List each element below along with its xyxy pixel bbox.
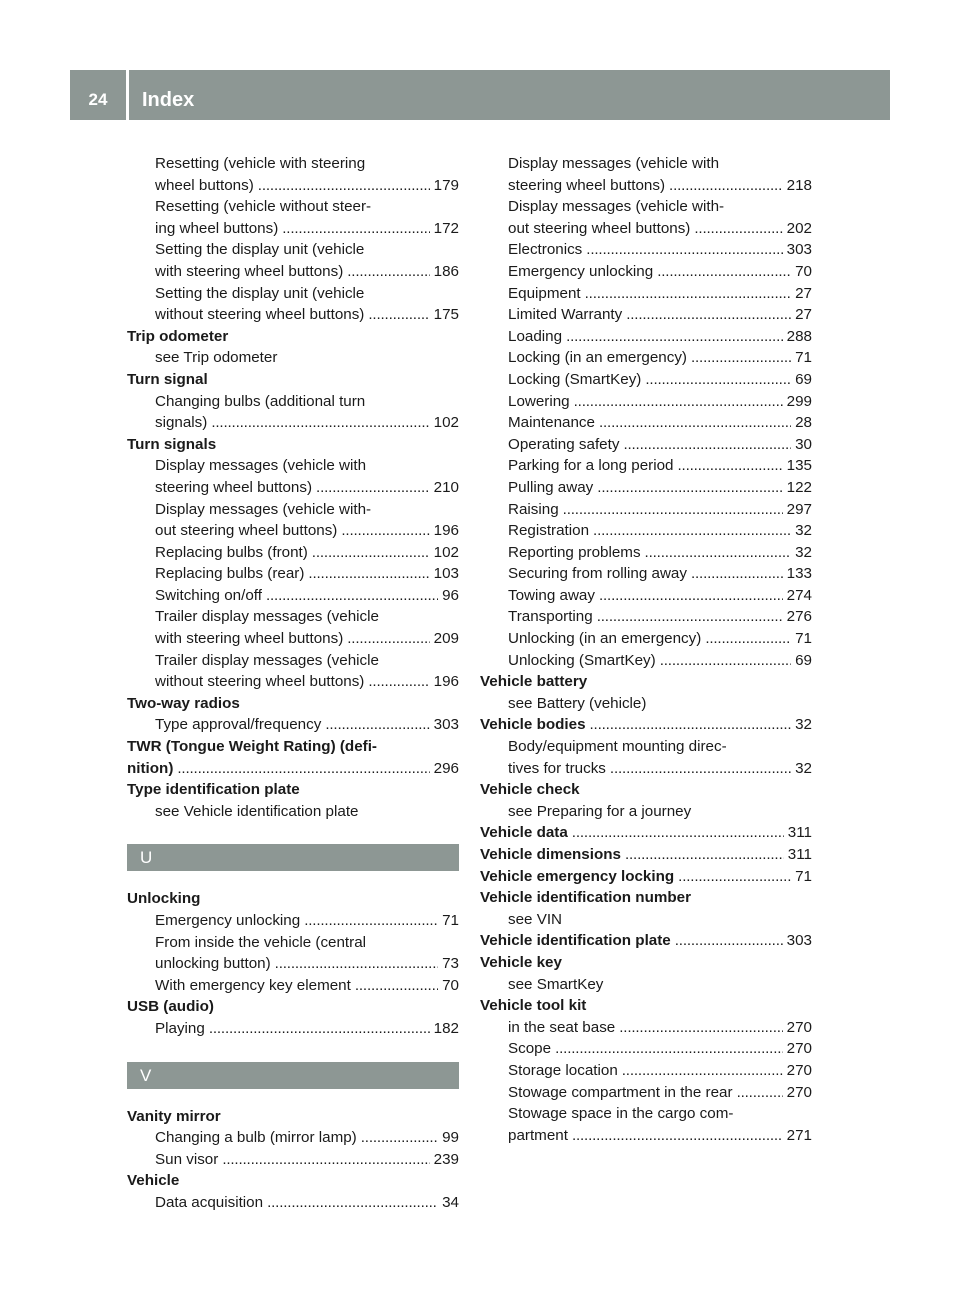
index-term: Trip odometer — [127, 327, 229, 345]
index-term — [480, 844, 812, 866]
entry-label: Vehicle data — [480, 824, 568, 842]
entry-label: Unlocking (in an emergency) — [508, 630, 702, 648]
index-term: Type identification plate — [127, 781, 300, 799]
page-ref: 28 — [795, 414, 812, 432]
entry-label: signals) — [155, 414, 208, 432]
dot-leader — [258, 175, 430, 197]
page-ref: 296 — [433, 759, 459, 777]
page-ref: 32 — [795, 716, 812, 734]
page-ref: 239 — [433, 1150, 459, 1168]
index-entry — [127, 542, 459, 564]
dot-leader — [622, 1060, 783, 1082]
index-group — [127, 1106, 459, 1214]
entry-label: Switching on/off — [155, 586, 262, 604]
dot-leader — [610, 758, 791, 780]
index-entry — [127, 1192, 459, 1214]
index-entry — [127, 910, 459, 932]
dot-leader — [705, 628, 791, 650]
index-group — [480, 153, 812, 1146]
index-entry — [480, 1082, 812, 1104]
index-column-left — [127, 153, 459, 1214]
dot-leader — [678, 866, 791, 888]
entry-label: Vehicle bodies — [480, 716, 586, 734]
index-group — [127, 888, 459, 1039]
index-entry — [480, 650, 812, 672]
dot-leader — [585, 283, 791, 305]
index-entry: see Trip odometer — [155, 349, 278, 367]
dot-leader — [282, 218, 429, 240]
dot-leader — [316, 477, 430, 499]
entry-label: Registration — [508, 522, 590, 540]
index-entry — [127, 520, 459, 542]
index-entry — [480, 1038, 812, 1060]
page-ref: 27 — [795, 284, 812, 302]
entry-label: Storage location — [508, 1061, 618, 1079]
entry-label: Vehicle identification plate — [480, 932, 671, 950]
index-entry — [480, 261, 812, 283]
index-entry — [127, 1018, 459, 1040]
dot-leader — [347, 261, 429, 283]
entry-label: with steering wheel buttons) — [155, 630, 344, 648]
entry-label: Replacing bulbs (front) — [155, 543, 308, 561]
entry-label: Sun visor — [155, 1150, 219, 1168]
entry-label: Pulling away — [508, 478, 594, 496]
index-entry: Setting the display unit (vehicle — [155, 241, 365, 259]
index-entry — [480, 304, 812, 326]
index-entry: From inside the vehicle (central — [155, 933, 367, 951]
dot-leader — [657, 261, 791, 283]
entry-label: Electronics — [508, 241, 583, 259]
entry-label: without steering wheel buttons) — [155, 306, 365, 324]
page-ref: 172 — [433, 219, 459, 237]
page-ref: 70 — [795, 262, 812, 280]
index-entry: see VIN — [508, 910, 563, 928]
index-entry: Display messages (vehicle with- — [508, 198, 725, 216]
index-entry — [127, 412, 459, 434]
entry-label: ing wheel buttons) — [155, 219, 279, 237]
index-group — [127, 153, 459, 822]
dot-leader — [209, 1018, 430, 1040]
dot-leader — [691, 347, 791, 369]
dot-leader — [599, 412, 791, 434]
entry-label: Locking (in an emergency) — [508, 349, 687, 367]
dot-leader — [308, 563, 429, 585]
page-ref: 122 — [786, 478, 812, 496]
page-ref: 32 — [795, 543, 812, 561]
index-term: Vanity mirror — [127, 1107, 221, 1125]
index-entry — [480, 477, 812, 499]
page-ref: 196 — [433, 673, 459, 691]
entry-label: Securing from rolling away — [508, 565, 687, 583]
entry-label: Equipment — [508, 284, 581, 302]
page-ref: 102 — [433, 543, 459, 561]
page-ref: 133 — [786, 565, 812, 583]
entry-label: steering wheel buttons) — [508, 176, 666, 194]
entry-label: Vehicle dimensions — [480, 846, 621, 863]
dot-leader — [177, 758, 429, 780]
index-term: Vehicle — [127, 1172, 180, 1190]
index-term: TWR (Tongue Weight Rating) (defi- — [127, 738, 377, 756]
page-ref: 30 — [795, 435, 812, 453]
index-term — [480, 866, 812, 888]
entry-label: tives for trucks — [508, 759, 606, 777]
dot-leader — [586, 239, 782, 261]
index-entry — [480, 412, 812, 434]
dot-leader — [645, 369, 791, 391]
index-entry: see Battery (vehicle) — [508, 694, 647, 712]
index-entry — [127, 714, 459, 736]
index-entry — [480, 1017, 812, 1039]
page-ref: 303 — [786, 932, 812, 950]
entry-label: Raising — [508, 500, 559, 518]
page-ref: 69 — [795, 651, 812, 669]
dot-leader — [555, 1038, 783, 1060]
index-entry — [480, 283, 812, 305]
dot-leader — [669, 175, 783, 197]
index-entry — [480, 239, 812, 261]
entry-label: with steering wheel buttons) — [155, 262, 344, 280]
page-ref: 297 — [786, 500, 812, 518]
dot-leader — [275, 953, 438, 975]
page-ref: 71 — [795, 630, 812, 648]
entry-label: Reporting problems — [508, 543, 641, 561]
page-ref: 303 — [433, 716, 459, 734]
dot-leader — [694, 218, 782, 240]
index-entry: see Preparing for a journey — [508, 802, 692, 820]
index-entry — [127, 953, 459, 975]
dot-leader — [361, 1127, 438, 1149]
page-header — [70, 70, 890, 120]
page-ref: 71 — [442, 912, 459, 929]
dot-leader — [737, 1082, 783, 1104]
page-ref: 103 — [433, 565, 459, 583]
dot-leader — [597, 477, 782, 499]
index-entry: Trailer display messages (vehicle — [155, 608, 379, 626]
index-term: Vehicle identification number — [480, 889, 691, 907]
page-ref: 69 — [795, 370, 812, 388]
dot-leader — [355, 975, 438, 997]
index-term: Unlocking — [127, 890, 201, 908]
entry-label: wheel buttons) — [155, 176, 254, 194]
index-entry: see Vehicle identification plate — [155, 802, 359, 820]
dot-leader — [625, 844, 784, 866]
index-entry — [480, 520, 812, 542]
index-term — [480, 930, 812, 952]
index-term — [127, 758, 459, 780]
index-entry — [480, 391, 812, 413]
entry-label: Playing — [155, 1019, 205, 1037]
index-entry — [480, 563, 812, 585]
page-ref: 34 — [442, 1193, 459, 1211]
page-ref: 288 — [786, 327, 812, 345]
page-ref: 99 — [442, 1129, 459, 1147]
page-ref: 182 — [433, 1019, 459, 1037]
entry-label: out steering wheel buttons) — [155, 522, 338, 540]
entry-label: Replacing bulbs (rear) — [155, 565, 305, 583]
index-entry: Display messages (vehicle with- — [155, 500, 372, 518]
page-number: 24 — [88, 90, 108, 109]
page-ref: 71 — [795, 349, 812, 367]
entry-label: Data acquisition — [155, 1193, 264, 1211]
dot-leader — [266, 585, 438, 607]
page-ref: 202 — [786, 219, 812, 237]
index-entry: Trailer display messages (vehicle — [155, 651, 379, 669]
entry-label: Unlocking (SmartKey) — [508, 651, 656, 669]
entry-label: Lowering — [508, 392, 570, 410]
index-entry — [480, 434, 812, 456]
index-term: Turn signals — [127, 435, 217, 453]
dot-leader — [574, 391, 783, 413]
entry-label: Vehicle emergency locking — [480, 867, 675, 885]
dot-leader — [368, 671, 429, 693]
page-ref: 73 — [442, 955, 459, 973]
index-entry: see SmartKey — [508, 975, 604, 993]
page-ref: 32 — [795, 759, 812, 777]
page-ref: 218 — [786, 176, 812, 194]
dot-leader — [590, 714, 792, 736]
dot-leader — [619, 1017, 782, 1039]
page-ref: 179 — [433, 176, 459, 194]
dot-leader — [572, 1125, 783, 1147]
index-entry — [480, 499, 812, 521]
index-entry — [480, 1125, 812, 1147]
page-ref: 196 — [433, 522, 459, 540]
index-entry — [480, 606, 812, 628]
index-entry — [127, 304, 459, 326]
index-entry — [480, 758, 812, 780]
entry-label: Emergency unlocking — [508, 262, 654, 280]
index-term: Vehicle check — [480, 781, 580, 799]
index-entry: Body/equipment mounting direc- — [508, 738, 727, 756]
letter-heading-u: U — [127, 844, 459, 871]
index-term: Turn signal — [127, 370, 208, 388]
page-ref: 210 — [433, 478, 459, 496]
page-ref: 311 — [787, 824, 812, 842]
index-term: Two-way radios — [127, 694, 240, 712]
dot-leader — [222, 1149, 429, 1171]
entry-label: Stowage compartment in the rear — [508, 1083, 733, 1101]
index-term: Vehicle tool kit — [480, 997, 587, 1015]
page-ref: 32 — [795, 522, 812, 540]
entry-label: partment — [508, 1126, 568, 1144]
entry-label: Scope — [508, 1040, 552, 1058]
index-entry — [127, 175, 459, 197]
dot-leader — [211, 412, 429, 434]
index-entry: Setting the display unit (vehicle — [155, 284, 365, 302]
index-entry — [480, 585, 812, 607]
header-divider — [126, 70, 129, 120]
dot-leader — [563, 499, 783, 521]
entry-label: out steering wheel buttons) — [508, 219, 691, 237]
dot-leader — [623, 434, 791, 456]
page-ref: 186 — [433, 262, 459, 280]
entry-label: in the seat base — [508, 1018, 616, 1036]
dot-leader — [599, 585, 783, 607]
index-entry — [127, 477, 459, 499]
index-column-right — [480, 153, 812, 1146]
dot-leader — [312, 542, 430, 564]
page-ref: 27 — [795, 306, 812, 324]
dot-leader — [347, 628, 429, 650]
index-entry: Display messages (vehicle with — [508, 155, 720, 172]
page-ref: 102 — [433, 414, 459, 432]
index-entry: Display messages (vehicle with — [155, 457, 367, 475]
dot-leader — [626, 304, 791, 326]
entry-label: without steering wheel buttons) — [155, 673, 365, 691]
index-entry — [480, 542, 812, 564]
entry-label: Limited Warranty — [508, 306, 623, 324]
entry-label: steering wheel buttons) — [155, 478, 313, 496]
dot-leader — [368, 304, 429, 326]
page-ref: 299 — [786, 392, 812, 410]
index-entry — [480, 369, 812, 391]
entry-label: Transporting — [508, 608, 593, 626]
letter-heading-v: V — [127, 1062, 459, 1089]
index-entry: Changing bulbs (additional turn — [155, 392, 366, 410]
index-entry — [127, 261, 459, 283]
page-ref: 270 — [786, 1018, 812, 1036]
index-term: Vehicle key — [480, 953, 562, 971]
dot-leader — [660, 650, 791, 672]
index-term — [480, 822, 812, 844]
dot-leader — [572, 822, 784, 844]
entry-label: Changing a bulb (mirror lamp) — [155, 1129, 357, 1147]
index-term — [480, 714, 812, 736]
dot-leader — [341, 520, 429, 542]
page-ref: 209 — [433, 630, 459, 648]
entry-label: Emergency unlocking — [155, 912, 301, 929]
page-ref: 271 — [786, 1126, 812, 1144]
index-entry — [127, 218, 459, 240]
dot-leader — [304, 910, 438, 932]
index-entry — [127, 1149, 459, 1171]
entry-label: Parking for a long period — [508, 457, 674, 475]
dot-leader — [566, 326, 783, 348]
index-entry — [127, 1127, 459, 1149]
dot-leader — [645, 542, 792, 564]
index-entry: Resetting (vehicle with steering — [155, 155, 366, 172]
index-entry — [127, 975, 459, 997]
entry-label: nition) — [127, 759, 174, 777]
page-ref: 175 — [433, 306, 459, 324]
index-entry: Stowage space in the cargo com- — [508, 1105, 734, 1123]
index-entry — [480, 1060, 812, 1082]
dot-leader — [691, 563, 783, 585]
index-entry — [127, 628, 459, 650]
index-entry — [480, 218, 812, 240]
page-ref: 276 — [786, 608, 812, 626]
page-ref: 274 — [786, 586, 812, 604]
page-ref: 135 — [786, 457, 812, 475]
entry-label: Locking (SmartKey) — [508, 370, 642, 388]
index-entry — [480, 326, 812, 348]
index-term: USB (audio) — [127, 998, 214, 1016]
index-entry — [127, 671, 459, 693]
index-entry — [480, 175, 812, 197]
dot-leader — [675, 930, 783, 952]
page-ref: 270 — [786, 1040, 812, 1058]
entry-label: Towing away — [508, 586, 595, 604]
index-entry: Resetting (vehicle without steer- — [155, 198, 372, 216]
index-entry — [127, 563, 459, 585]
page-ref: 270 — [786, 1061, 812, 1079]
index-term: Vehicle battery — [480, 673, 588, 691]
index-entry — [480, 455, 812, 477]
page-ref: 270 — [786, 1083, 812, 1101]
dot-leader — [325, 714, 429, 736]
dot-leader — [593, 520, 791, 542]
dot-leader — [597, 606, 783, 628]
entry-label: With emergency key element — [155, 976, 351, 994]
page-ref: 311 — [787, 846, 812, 863]
entry-label: Maintenance — [508, 414, 595, 432]
index-entry — [127, 585, 459, 607]
entry-label: Operating safety — [508, 435, 620, 453]
page-ref: 71 — [795, 867, 812, 885]
dot-leader — [677, 455, 782, 477]
page-ref: 70 — [442, 976, 459, 994]
index-entry — [480, 628, 812, 650]
section-title: Index — [142, 89, 195, 111]
entry-label: unlocking button) — [155, 955, 271, 973]
entry-label: Type approval/frequency — [155, 716, 322, 734]
index-entry — [480, 347, 812, 369]
page-ref: 96 — [442, 586, 459, 604]
dot-leader — [267, 1192, 438, 1214]
page-ref: 303 — [786, 241, 812, 259]
entry-label: Loading — [508, 327, 563, 345]
